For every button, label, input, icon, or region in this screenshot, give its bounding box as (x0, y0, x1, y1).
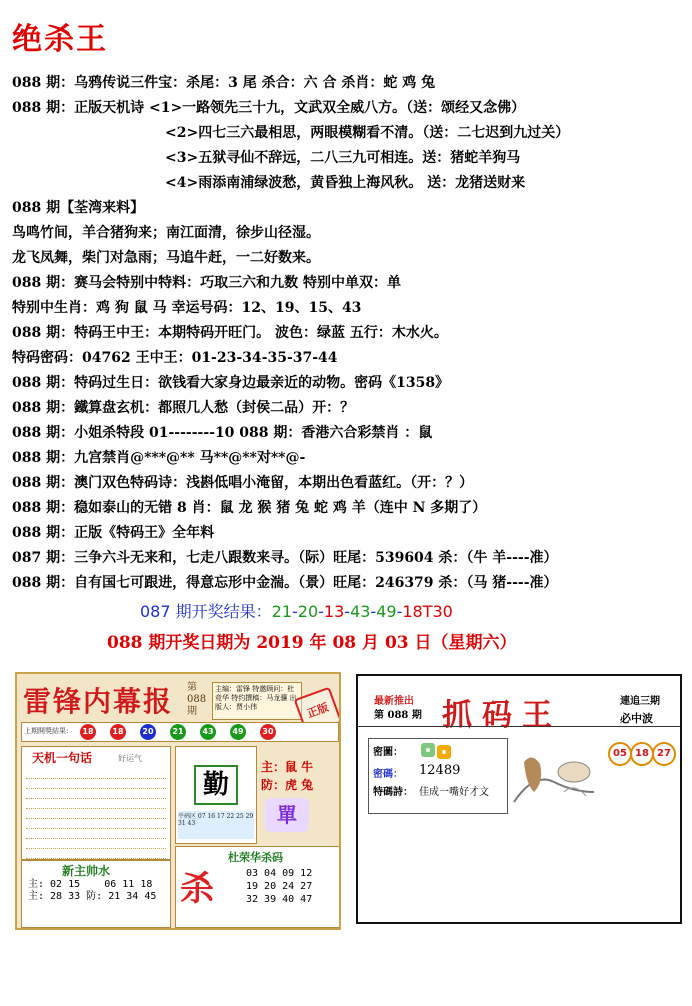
sure-wave-label: 必中波 (620, 712, 653, 725)
text-line-4: <3>五狱寻仙不辞远，二八三九可相连。送：猪蛇羊狗马 (165, 150, 521, 166)
horse-illustration-icon (504, 742, 600, 812)
main-defend (261, 758, 313, 794)
prev-result-label: 上期開獎結果: (24, 727, 69, 735)
prev-ball: 21 (170, 724, 186, 740)
text-line-1: 088 期：乌鸦传说三件宝：杀尾：3 尾 杀合：六 合 杀肖：蛇 鸡 兔 (12, 75, 436, 91)
du-kill-numbers: 03 04 09 12 19 20 24 27 32 39 40 47 (246, 868, 313, 905)
new-pick-numbers: 主: 02 15 06 11 18 主: 28 33 防: 21 34 45 (28, 879, 157, 902)
number-circle: 05 (608, 742, 632, 766)
page-title: 绝杀王 (12, 22, 108, 57)
result-dash: - (318, 602, 324, 621)
zhuamawang-title: 抓码王 (442, 698, 562, 733)
text-line-20: 087 期：三争六斗无来和，七走八跟数来寻。（际）旺尾：539604 杀：（牛 羊----准） (12, 550, 558, 566)
dice-icon (419, 741, 459, 763)
leifeng-newspaper-panel (15, 672, 341, 930)
password-box (368, 738, 508, 814)
leifeng-title: 雷锋内幕报 (23, 685, 174, 718)
qin-box (175, 746, 257, 844)
text-line-15: 088 期：小姐杀特段 01--------10 088 期：香港六合彩禁肖 ：鼠 (12, 425, 433, 441)
text-line-17: 088 期：澳门双色特码诗：浅斟低唱小淹留，本期出色看蓝红。（开：？） (12, 475, 474, 491)
leifeng-info: 主编：雷锋 特邀顾问：杜竞华 特约撰稿：马龙骧 出版人：贾小伟 (212, 682, 302, 720)
newest-label: 最新推出 (374, 696, 414, 707)
issue-label: 第 088 期 (374, 710, 422, 721)
secret-pic-label: 密圖： (373, 747, 403, 758)
tianji-heading: 天机一句话 (32, 751, 93, 765)
text-line-13: 088 期：特码过生日：欲钱看大家身边最亲近的动物。密码《1358》 (12, 375, 450, 391)
text-line-21: 088 期：自有国七可跟进，得意忘形中金湍。（景）旺尾：246379 杀：（马 猪----准） (12, 575, 558, 591)
text-line-3: <2>四七三六最相思，两眼模糊看不清。（送：二七迟到九过关） (165, 125, 570, 141)
text-line-9: 088 期：赛马会特别中特料：巧取三六和九数 特别中单双：单 (12, 275, 401, 291)
tianji-subheading: 好运气 (118, 754, 142, 763)
prev-ball: 49 (230, 724, 246, 740)
defend-zodiac: 防：虎 兔 (261, 778, 314, 792)
genuine-stamp: 正版 (294, 687, 341, 736)
prev-result-strip (21, 722, 339, 742)
du-kill-box (175, 846, 341, 928)
text-line-19: 088 期：正版《特码王》全年料 (12, 525, 215, 541)
text-line-2: 088 期：正版天机诗 <1>一路领先三十九，文武双全威八方。（送：颂经又念佛） (12, 100, 526, 116)
result-number: 13 (323, 602, 345, 621)
password-label: 密碼： (373, 769, 403, 780)
result-dash: - (370, 602, 377, 621)
result-dash: - (344, 602, 351, 621)
du-kill-heading: 杜荣华杀码 (228, 851, 283, 864)
text-line-7: 鸟鸣竹间，羊合猪狗来；南江面清，徐步山径湿。 (12, 225, 320, 241)
prev-ball: 20 (140, 724, 156, 740)
draw-result (140, 599, 453, 622)
divider (358, 726, 680, 727)
text-line-14: 088 期：鐵算盘玄机：都照几人愁（封侯二品）开：？ (12, 400, 355, 416)
zhuamawang-panel (356, 674, 682, 924)
new-pick-heading: 新主帅水 (62, 864, 111, 878)
kill-character: 杀 (180, 869, 214, 909)
prev-ball: 43 (200, 724, 216, 740)
tianji-rows (26, 769, 166, 859)
text-line-10: 特别中生肖：鸡 狗 鼠 马 幸运号码：12、19、15、43 (12, 300, 362, 316)
prev-ball: 18 (80, 724, 96, 740)
text-line-5: <4>雨添南浦绿波愁，黄昏独上海风秋。 送：龙猪送财来 (165, 175, 526, 191)
result-number: 18 (402, 602, 423, 621)
poem-value: 佳成一嘴好才文 (419, 787, 489, 798)
result-tail: T30 (422, 602, 453, 621)
single-badge: 單 (265, 798, 309, 832)
result-dash: - (292, 602, 298, 621)
prev-ball: 30 (260, 724, 276, 740)
text-line-18: 088 期：稳如泰山的无错 8 肖：鼠 龙 猴 猪 兔 蛇 鸡 羊（连中 N 多期了） (12, 500, 487, 516)
prev-ball: 18 (110, 724, 126, 740)
qin-character: 勤 (194, 765, 238, 805)
new-pick-box (21, 860, 171, 928)
three-issues-label: 連追三期 (620, 696, 660, 707)
result-number: 49 (376, 602, 397, 621)
number-circle: 18 (630, 742, 654, 766)
text-line-8: 龙飞凤舞，柴门对急雨；马追牛赶，一二好数来。 (12, 250, 320, 266)
poem-label: 特碼詩： (373, 787, 413, 798)
password-value: 12489 (419, 763, 461, 778)
number-circle: 27 (652, 742, 676, 766)
result-dash: - (396, 602, 403, 621)
leifeng-issue: 第088期 (187, 682, 207, 717)
plain-number-strip: 平码区 07 16 17 22 25 29 31 43 (178, 811, 254, 839)
result-label: 087 期开奖结果： (140, 602, 272, 621)
text-line-6: 088 期【荃湾来料】 (12, 200, 145, 216)
draw-date: 088 期开奖日期为 2019 年 08 月 03 日（星期六） (107, 633, 517, 653)
text-line-16: 088 期：九宫禁肖@***@** 马**@**对**@- (12, 450, 306, 466)
tianji-box (21, 746, 171, 860)
result-number: 20 (297, 602, 319, 621)
text-line-12: 特码密码：04762 王中王：01-23-34-35-37-44 (12, 350, 338, 366)
result-number: 43 (350, 602, 371, 621)
result-number: 21 (271, 602, 292, 621)
main-zodiac: 主：鼠 牛 (261, 760, 314, 774)
text-line-11: 088 期：特码王中王：本期特码开旺门。 波色：绿蓝 五行：木水火。 (12, 325, 448, 341)
